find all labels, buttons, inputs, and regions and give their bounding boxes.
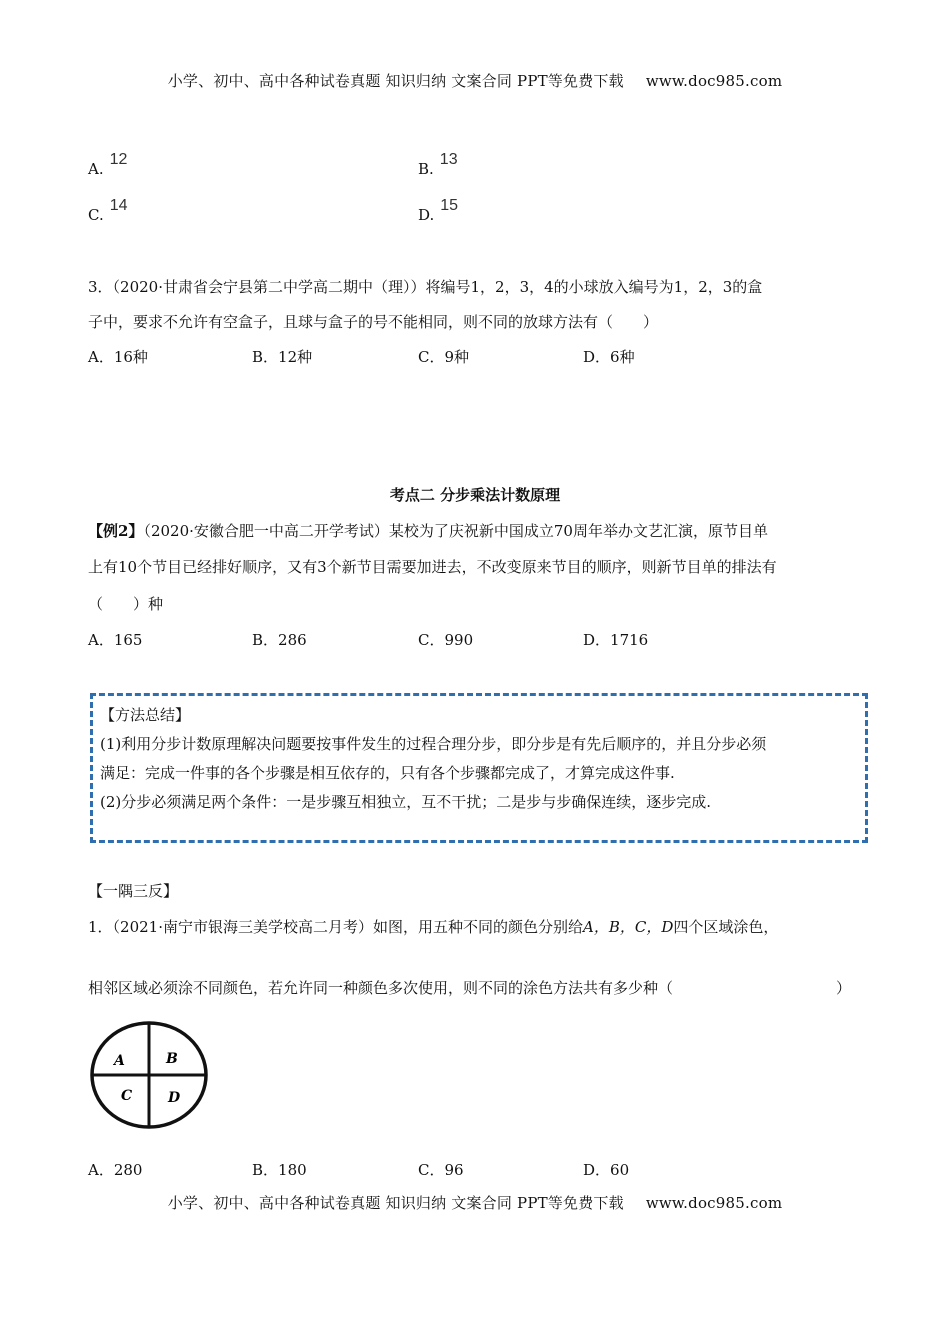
q3-option-c[interactable]: C．9种: [418, 348, 470, 366]
option-b[interactable]: [418, 151, 458, 179]
ex2-option-a[interactable]: A．165: [88, 631, 143, 649]
practice-option-d[interactable]: D．60: [583, 1161, 630, 1179]
ex2-option-b[interactable]: B．286: [252, 631, 307, 649]
example-2-line1: [88, 520, 768, 541]
method-line1: (1)利用分步计数原理解决问题要按事件发生的过程合理分步，即分步是有先后顺序的，并且分步必须: [100, 735, 767, 753]
method-title: 【方法总结】: [100, 706, 191, 724]
option-c[interactable]: [88, 197, 128, 225]
header-text: 小学、初中、高中各种试卷真题 知识归纳 文案合同 PPT等免费下载: [167, 72, 624, 90]
footer-text: 小学、初中、高中各种试卷真题 知识归纳 文案合同 PPT等免费下载: [167, 1194, 624, 1212]
section-title: 考点二 分步乘法计数原理: [389, 486, 561, 504]
ex2-option-c[interactable]: C．990: [418, 631, 474, 649]
option-letter: B.: [418, 160, 434, 178]
ex2-option-d[interactable]: D．1716: [583, 631, 649, 649]
practice-option-b[interactable]: B．180: [252, 1161, 307, 1179]
option-letter: C.: [88, 206, 104, 224]
q3-option-a[interactable]: A．16种: [88, 348, 148, 366]
page-footer: [0, 1192, 950, 1213]
question-3-line2: 子中，要求不允许有空盒子，且球与盒子的号不能相同，则不同的放球方法有（ ）: [88, 313, 659, 331]
example-label: 【例2】: [88, 522, 144, 540]
practice-option-c[interactable]: C．96: [418, 1161, 464, 1179]
option-value: 15: [440, 197, 459, 214]
option-value: 13: [439, 151, 458, 168]
q3-option-d[interactable]: D．6种: [583, 348, 635, 366]
region-diagram: [88, 1020, 216, 1132]
practice-q1-line1: [88, 916, 778, 937]
option-letter: A.: [88, 160, 104, 178]
option-a[interactable]: [88, 151, 128, 179]
option-value: 12: [109, 151, 128, 168]
practice-q1-text-end: 四个区域涂色，: [673, 918, 779, 936]
question-3-line1: 3．（2020·甘肃省会宁县第二中学高二期中（理））将编号1，2，3，4的小球放入编号为1，2，3的盒: [88, 278, 763, 296]
method-line2: 满足：完成一件事的各个步骤是相互依存的，只有各个步骤都完成了，才算完成这件事.: [100, 764, 675, 782]
option-letter: D.: [418, 206, 435, 224]
example-2-line3: （ ）种: [88, 595, 164, 613]
practice-option-a[interactable]: A．280: [88, 1161, 143, 1179]
example-2-line2: 上有10个节目已经排好顺序，又有3个新节目需要加进去，不改变原来节目的顺序，则新节目单的排法有: [88, 558, 777, 576]
page-header: [0, 70, 950, 91]
header-site-link[interactable]: www.doc985.com: [645, 72, 783, 90]
region-label-c: C: [121, 1088, 133, 1104]
footer-site-link[interactable]: www.doc985.com: [645, 1194, 783, 1212]
q3-option-b[interactable]: B．12种: [252, 348, 313, 366]
example-text: （2020·安徽合肥一中高二开学考试）某校为了庆祝新中国成立70周年举办文艺汇演，原节目单: [143, 522, 768, 540]
region-label-a: A: [114, 1053, 125, 1069]
method-line3: (2)分步必须满足两个条件：一是步骤互相独立，互不干扰；二是步与步确保连续，逐步完成.: [100, 793, 712, 811]
option-value: 14: [109, 197, 128, 214]
region-label-b: B: [166, 1051, 178, 1067]
practice-title: 【一隅三反】: [88, 882, 179, 900]
practice-q1-text: 1．（2021·南宁市银海三美学校高二月考）如图，用五种不同的颜色分别给: [88, 918, 583, 936]
practice-q1-line2: 相邻区域必须涂不同颜色，若允许同一种颜色多次使用，则不同的涂色方法共有多少种（: [88, 979, 674, 997]
practice-q1-vars: A，B，C，D: [583, 918, 674, 936]
option-d[interactable]: [418, 197, 459, 225]
practice-q1-close-paren: ）: [836, 979, 852, 997]
region-label-d: D: [168, 1090, 181, 1106]
